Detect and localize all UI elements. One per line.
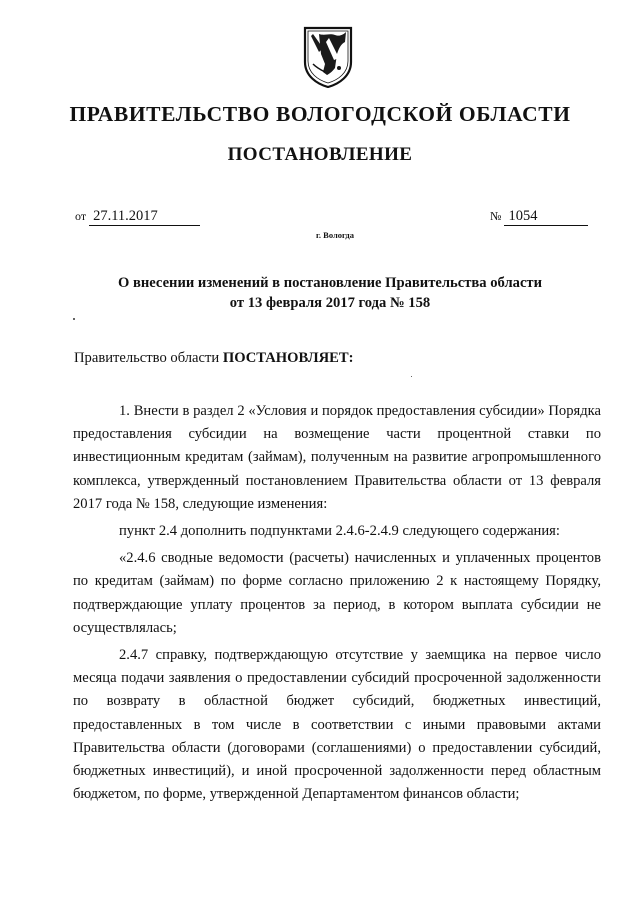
paragraph: 1. Внести в раздел 2 «Условия и порядок предоставления субсидии» Порядка предоставления субсидии на возмещение части процентной ставки по инвестиционным кредитам (займам), полученным на развитие агропромышленного комплекса, утвержденный постановлением Правительства области от 13 февраля 2017 года № 158, следующие изменения: [73,403,601,512]
paragraph: 2.4.7 справку, подтверждающую отсутствие у заемщика на первое число месяца подачи заявления о предоставлении субсидий просроченной задолженности по возврату в областной бюджет субсидий, бюджетных инвестиций, предоставленных в том числе в соответствии с иными правовыми актами Правительства области (договорами (соглашениями) о предоставлении субсидий, бюджетных инвестиций), и иной просроченной задолженности перед областным бюджетом, по форме, утвержденной Департаментом финансов области; [73,647,601,803]
coat-of-arms-icon [299,24,357,88]
preamble-text: Правительство области [74,350,223,366]
title-line-2: от 13 февраля 2017 года № 158 [229,295,431,311]
document-number: 1054 [504,208,588,226]
scan-speck [411,376,412,377]
preamble [74,350,353,367]
document-date: 27.11.2017 [89,208,200,226]
paragraph: «2.4.6 сводные ведомости (расчеты) начисленных и уплаченных процентов по кредитам (займам) по форме согласно приложению 2 к настоящему Порядку, подтверждающие уплату процентов за период, в котором выплата субсидии не осуществлялась; [73,550,601,636]
number-prefix: № [490,209,502,223]
scan-speck [73,318,75,320]
document-title [60,273,600,313]
city-line [0,230,640,240]
document-type: ПОСТАНОВЛЕНИЕ [227,144,413,165]
date-prefix: от [75,209,87,223]
date-row [75,208,200,226]
organization-name: ПРАВИТЕЛЬСТВО ВОЛОГОДСКОЙ ОБЛАСТИ [69,102,571,126]
city: г. Вологда [316,230,354,240]
preamble-emphasis: ПОСТАНОВЛЯЕТ: [222,350,354,366]
document-body [73,400,601,810]
paragraph: пункт 2.4 дополнить подпунктами 2.4.6-2.4.9 следующего содержания: [119,523,560,540]
number-row [490,208,588,226]
title-line-1: О внесении изменений в постановление Правительства области [117,275,543,291]
